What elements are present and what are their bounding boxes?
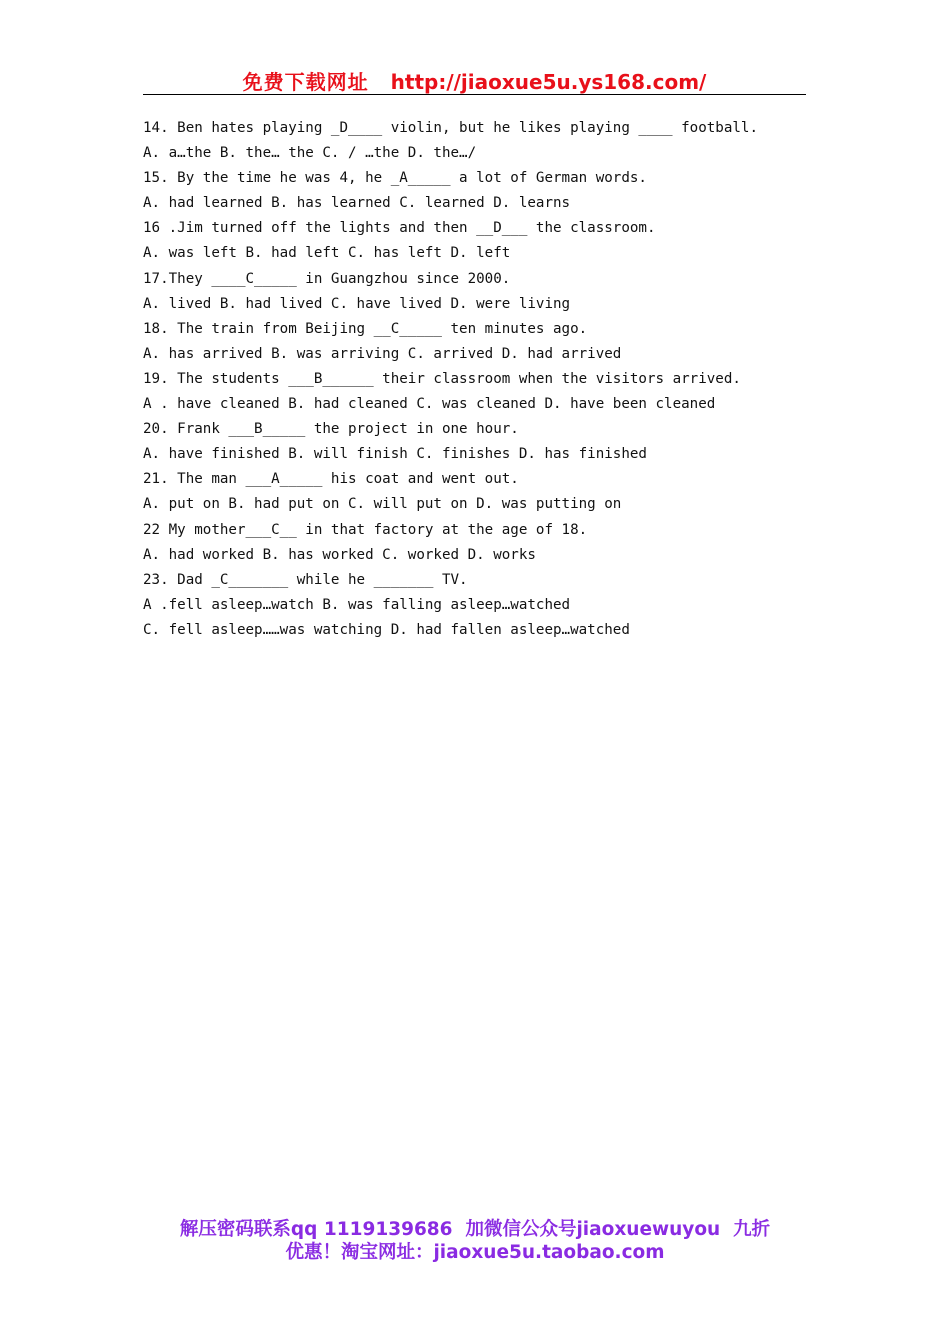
options-23-ab: A .fell asleep…watch B. was falling asleep…watched (143, 596, 571, 613)
footer-wechat-text: 加微信公众号 (465, 1219, 577, 1240)
options-22: A. had worked B. has worked C. worked D. works (143, 546, 536, 563)
question-23: 23. Dad _C_______ while he _______ TV. (143, 571, 468, 588)
footer-qq: qq 1119139686 (290, 1219, 453, 1240)
options-14: A. a…the B. the… the C. / …the D. the…/ (143, 145, 477, 162)
question-18: 18. The train from Beijing __C_____ ten minutes ago. (143, 320, 588, 337)
options-19: A . have cleaned B. had cleaned C. was cleaned D. have been cleaned (143, 396, 716, 413)
question-19: 19. The students ___B______ their classroom when the visitors arrived. (143, 370, 741, 387)
footer-discount: 九折 (733, 1219, 771, 1240)
options-21: A. put on B. had put on C. will put on D. was putting on (143, 496, 622, 513)
options-15: A. had learned B. has learned C. learned D. learns (143, 195, 571, 212)
site-url[interactable]: http://jiaoxue5u.ys168.com/ (390, 70, 707, 94)
question-21: 21. The man ___A_____ his coat and went out. (143, 471, 519, 488)
page-header (143, 66, 806, 95)
question-17: 17.They ____C_____ in Guangzhou since 2000. (143, 270, 511, 287)
page-footer (0, 1218, 950, 1264)
question-22: 22 My mother___C__ in that factory at the age of 18. (143, 521, 588, 538)
options-17: A. lived B. had lived C. have lived D. were living (143, 295, 571, 312)
options-20: A. have finished B. will finish C. finishes D. has finished (143, 446, 647, 463)
options-18: A. has arrived B. was arriving C. arrived D. had arrived (143, 345, 622, 362)
footer-password-text: 解压密码联系 (179, 1219, 291, 1240)
footer-line-1 (0, 1218, 950, 1241)
footer-wechat-id: jiaoxuewuyou (576, 1219, 721, 1240)
site-name: 免费下载网址 (242, 70, 369, 94)
question-20: 20. Frank ___B_____ the project in one hour. (143, 421, 519, 438)
question-15: 15. By the time he was 4, he _A_____ a lot of German words. (143, 170, 647, 187)
footer-shop-text: 优惠！淘宝网址： (285, 1242, 434, 1263)
question-list (143, 116, 843, 643)
question-14: 14. Ben hates playing _D____ violin, but he likes playing ____ football. (143, 120, 758, 136)
question-16: 16 .Jim turned off the lights and then __D___ the classroom. (143, 220, 656, 237)
footer-shop-url[interactable]: jiaoxue5u.taobao.com (433, 1242, 665, 1263)
options-23-cd: C. fell asleep……was watching D. had fallen asleep…watched (143, 621, 630, 638)
footer-line-2 (0, 1241, 950, 1264)
options-16: A. was left B. had left C. has left D. left (143, 245, 511, 262)
